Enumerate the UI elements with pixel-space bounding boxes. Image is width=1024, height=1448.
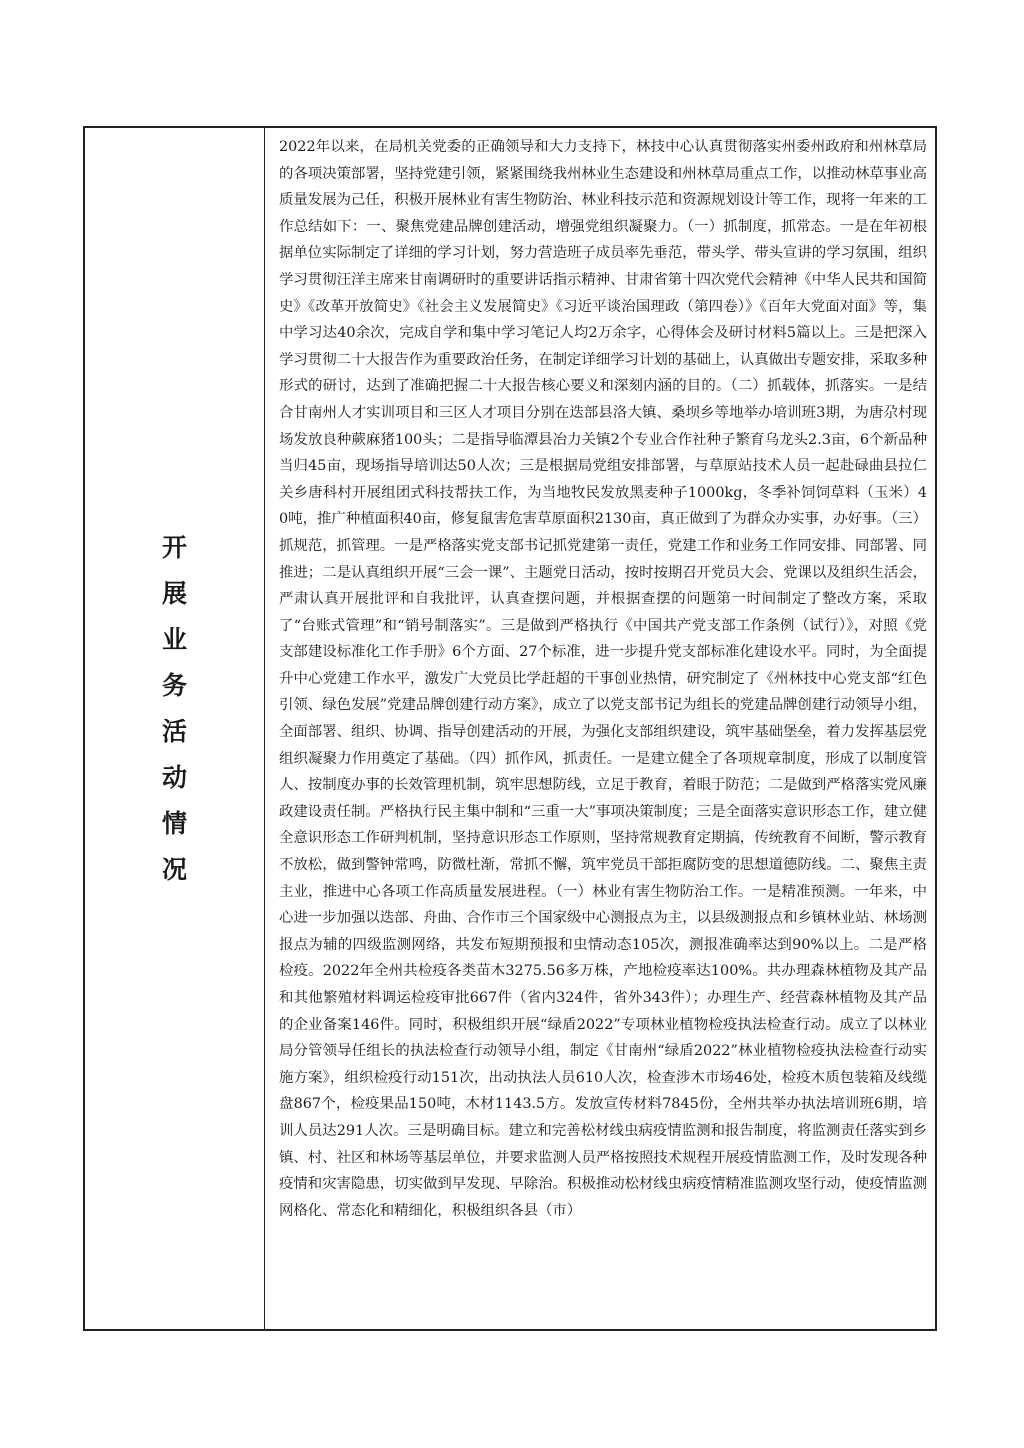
label-char: 业	[161, 624, 187, 654]
row-label	[162, 530, 187, 888]
content-cell	[265, 128, 935, 1329]
activity-summary-text: 2022年以来，在局机关党委的正确领导和大力支持下，林技中心认真贯彻落实州委州政府和州林草局的各项决策部署，坚持党建引领，紧紧围绕我州林业生态建设和州林草局重点工作，以推动林草事业高质量发展为己任，积极开展林业有害生物防治、林业科技示范和资源规划设计等工作，现将一年来的工作总结如下：一、聚焦党建品牌创建活动，增强党组织凝聚力。（一）抓制度，抓常态。一是在年初根据单位实际制定了详细的学习计划，努力营造班子成员率先垂范，带头学、带头宣讲的学习氛围，组织学习贯彻汪洋主席来甘南调研时的重要讲话指示精神、甘肃省第十四次党代会精神《中华人民共和国简史》《改革开放简史》《社会主义发展简史》《习近平谈治国理政（第四卷）》《百年大党面对面》等，集中学习达40余次，完成自学和集中学习笔记人均2万余字，心得体会及研讨材料5篇以上。三是把深入学习贯彻二十大报告作为重要政治任务，在制定详细学习计划的基础上，认真做出专题安排，采取多种形式的研讨，达到了准确把握二十大报告核心要义和深刻内涵的目的。（二）抓载体，抓落实。一是结合甘南州人才实训项目和三区人才项目分别在迭部县洛大镇、桑坝乡等地举办培训班3期，为唐尕村现场发放良种蕨麻猪100头；二是指导临潭县冶力关镇2个专业合作社种子繁育乌龙头2.3亩，6个新品种当归45亩，现场指导培训达50人次；三是根据局党组安排部署，与草原站技术人员一起赴碌曲县拉仁关乡唐科村开展组团式科技帮扶工作，为当地牧民发放黑麦种子1000kg，冬季补饲饲草料（玉米）40吨，推广种植面积40亩，修复鼠害危害草原面积2130亩，真正做到了为群众办实事，办好事。（三）抓规范，抓管理。一是严格落实党支部书记抓党建第一责任，党建工作和业务工作同安排、同部署、同推进；二是认真组织开展“三会一课”、主题党日活动，按时按期召开党员大会、党课以及组织生活会，严肃认真开展批评和自我批评，认真查摆问题，并根据查摆的问题第一时间制定了整改方案，采取了“台账式管理”和“销号制落实”。三是做到严格执行《中国共产党支部工作条例（试行）》，对照《党支部建设标准化工作手册》6个方面、27个标准，进一步提升党支部标准化建设水平。同时，为全面提升中心党建工作水平，激发广大党员比学赶超的干事创业热情，研究制定了《州林技中心党支部“红色引领、绿色发展”党建品牌创建行动方案》，成立了以党支部书记为组长的党建品牌创建行动领导小组，全面部署、组织、协调、指导创建活动的开展，为强化支部组织建设，筑牢基础堡垒，着力发挥基层党组织凝聚力作用奠定了基础。（四）抓作风，抓责任。一是建立健全了各项规章制度，形成了以制度管人、按制度办事的长效管理机制，筑牢思想防线，立足于教育，着眼于防范；二是做到严格落实党风廉政建设责任制。严格执行民主集中制和“三重一大”事项决策制度；三是全面落实意识形态工作，建立健全意识形态工作研判机制，坚持意识形态工作原则，坚持常规教育定期搞，传统教育不间断，警示教育不放松，做到警钟常鸣，防微杜渐，常抓不懈，筑牢党员干部拒腐防变的思想道德防线。二、聚焦主责主业，推进中心各项工作高质量发展进程。（一）林业有害生物防治工作。一是精准预测。一年来，中心进一步加强以迭部、舟曲、合作市三个国家级中心测报点为主，以县级测报点和乡镇林业站、林场测报点为辅的四级监测网络，共发布短期预报和虫情动态105次，测报准确率达到90%以上。二是严格检疫。2022年全州共检疫各类苗木3275.56多万株，产地检疫率达100%。共办理森林植物及其产品和其他繁殖材料调运检疫审批667件（省内324件，省外343件）；办理生产、经营森林植物及其产品的企业备案146件。同时，积极组织开展“绿盾2022”专项林业植物检疫执法检查行动。成立了以林业局分管领导任组长的执法检查行动领导小组，制定《甘南州“绿盾2022”林业植物检疫执法检查行动实施方案》，组织检疫行动151次，出动执法人员610人次，检查涉木市场46处，检疫木质包装箱及线缆盘867个，检疫果品150吨，木材1143.5方。发放宣传材料7845份，全州共举办执法培训班6期，培训人员达291人次。三是明确目标。建立和完善松材线虫病疫情监测和报告制度，将监测责任落实到乡镇、村、社区和林场等基层单位，并要求监测人员严格按照技术规程开展疫情监测工作，及时发现各种疫情和灾害隐患，切实做到早发现、早除治。积极推动松材线虫病疫情精准监测攻坚行动，使疫情监测网格化、常态化和精细化，积极组织各县（市）	[279, 139, 927, 1219]
activity-table	[83, 126, 937, 1331]
label-char: 活	[161, 716, 187, 746]
row-label-cell	[85, 128, 265, 1329]
label-char: 况	[161, 854, 187, 884]
label-char: 务	[161, 670, 187, 700]
label-char: 情	[161, 808, 187, 838]
label-char: 动	[161, 762, 187, 792]
label-char: 展	[161, 578, 187, 608]
label-char: 开	[161, 532, 187, 562]
